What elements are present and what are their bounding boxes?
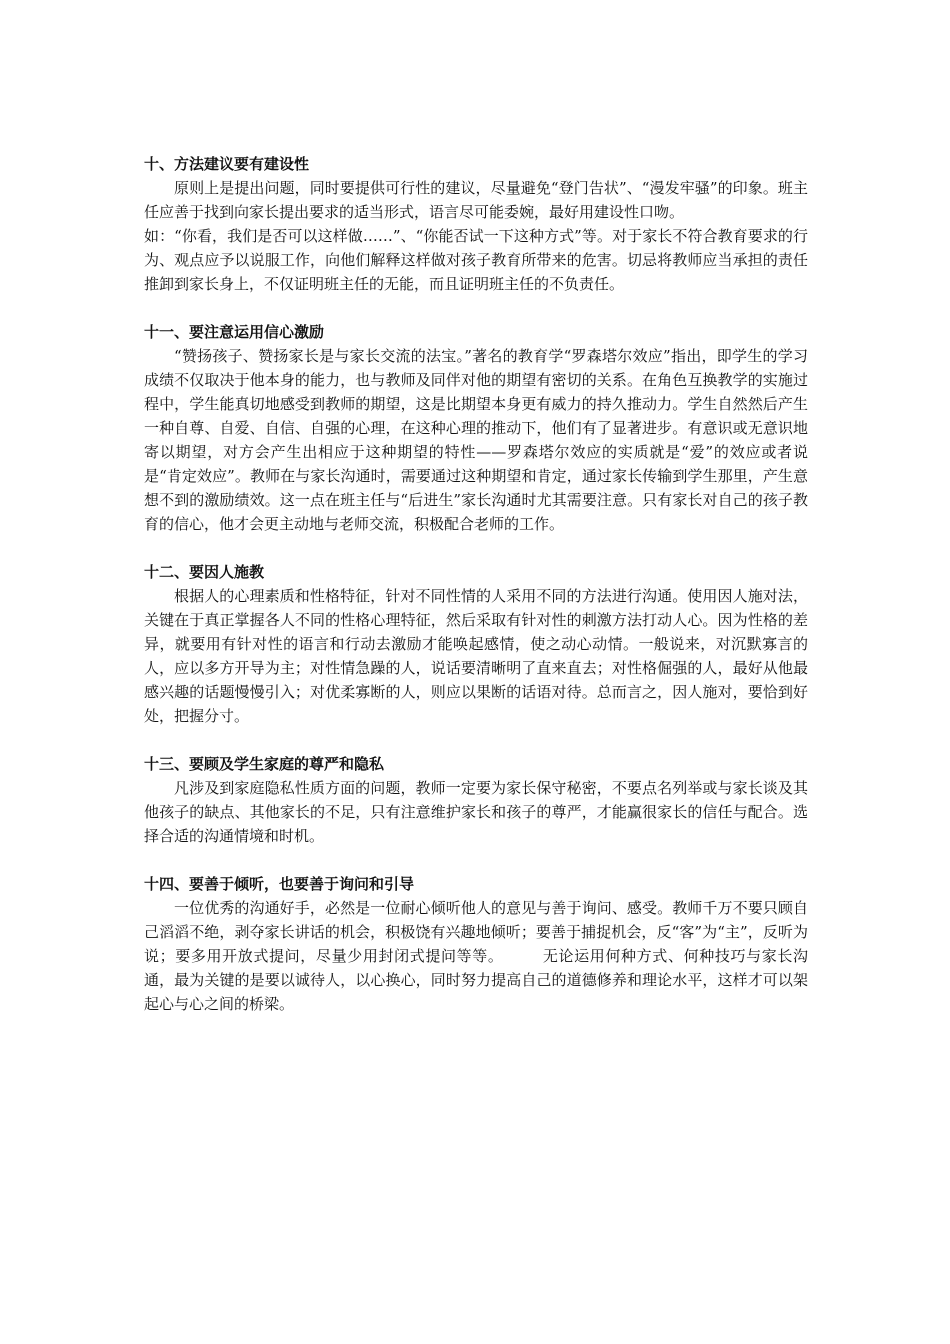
- paragraph: 凡涉及到家庭隐私性质方面的问题，教师一定要为家长保守秘密，不要点名列举或与家长谈及其他孩子的缺点、其他家长的不足，只有注意维护家长和孩子的尊严，才能赢很家长的信任与配合。选择合适的沟通情境和时机。: [144, 779, 808, 845]
- section-11: [144, 320, 808, 536]
- section-12: [144, 560, 808, 728]
- section-10: [144, 152, 808, 296]
- paragraph: 原则上是提出问题，同时要提供可行性的建议，尽量避免“登门告状”、“漫发牢骚”的印象。班主任应善于找到向家长提出要求的适当形式，语言尽可能委婉，最好用建设性口吻。: [144, 179, 808, 221]
- section-heading: 十三、要顾及学生家庭的尊严和隐私: [144, 755, 385, 773]
- paragraph: 如：“你看，我们是否可以这样做……”、“你能否试一下这种方式”等。对于家长不符合教育要求的行为、观点应予以说服工作，向他们解释这样做对孩子教育所带来的危害。切忌将教师应当承担的责任推卸到家长身上，不仅证明班主任的无能，而且证明班主任的不负责任。: [144, 227, 808, 293]
- section-heading: 十一、要注意运用信心激励: [144, 323, 325, 341]
- document-body: [144, 152, 808, 1040]
- section-heading: 十、方法建议要有建设性: [144, 155, 310, 173]
- section-heading: 十四、要善于倾听，也要善于询问和引导: [144, 875, 415, 893]
- paragraph: 根据人的心理素质和性格特征，针对不同性情的人采用不同的方法进行沟通。使用因人施对法，关键在于真正掌握各人不同的性格心理特征，然后采取有针对性的刺激方法打动人心。因为性格的差异，就要用有针对性的语言和行动去激励才能唤起感情，使之动心动情。一般说来，对沉默寡言的人，应以多方开导为主；对性情急躁的人，说话要清晰明了直来直去；对性格倔强的人，最好从他最感兴趣的话题慢慢引入；对优柔寡断的人，则应以果断的话语对待。总而言之，因人施对，要恰到好处，把握分寸。: [144, 587, 808, 725]
- paragraph: “赞扬孩子、赞扬家长是与家长交流的法宝。”著名的教育学“罗森塔尔效应”指出，即学生的学习成绩不仅取决于他本身的能力，也与教师及同伴对他的期望有密切的关系。在角色互换教学的实施过程中，学生能真切地感受到教师的期望，这是比期望本身更有威力的持久推动力。学生自然然后产生一种自尊、自爱、自信、自强的心理，在这种心理的推动下，他们有了显著进步。有意识或无意识地寄以期望，对方会产生出相应于这种期望的特性——罗森塔尔效应的实质就是“爱”的效应或者说是“肯定效应”。教师在与家长沟通时，需要通过这种期望和肯定，通过家长传输到学生那里，产生意想不到的激励绩效。这一点在班主任与“后进生”家长沟通时尤其需要注意。只有家长对自己的孩子教育的信心，他才会更主动地与老师交流，积极配合老师的工作。: [144, 347, 808, 533]
- section-heading: 十二、要因人施教: [144, 563, 265, 581]
- paragraph: 一位优秀的沟通好手，必然是一位耐心倾听他人的意见与善于询问、感受。教师千万不要只顾自己滔滔不绝，剥夺家长讲话的机会，积极饶有兴趣地倾听；要善于捕捉机会，反“客”为“主”，反听为说；要多用开放式提问，尽量少用封闭式提问等等。 无论运用何种方式、何种技巧与家长沟通，最为关键的是要以诚待人，以心换心，同时努力提高自己的道德修养和理论水平，这样才可以架起心与心之间的桥梁。: [144, 899, 808, 1013]
- section-14: [144, 872, 808, 1016]
- section-13: [144, 752, 808, 848]
